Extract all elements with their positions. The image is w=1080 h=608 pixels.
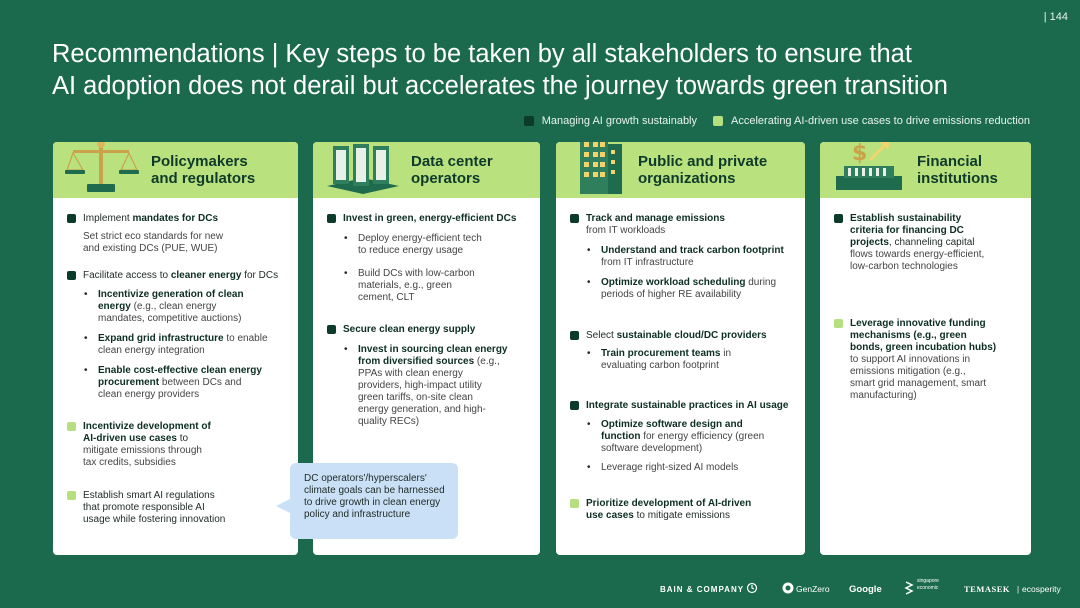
page-number: | 144 [1043, 11, 1068, 23]
list-item: Track and manage emissions from IT workloads • Understand and track carbon footprint from IT infrastructure • Optimize workload scheduling during periods of higher RE availability [570, 213, 795, 301]
bullet: • Optimize software design and function for energy efficiency (green software development) [586, 419, 795, 455]
card-header [53, 142, 298, 198]
card-title-line-1: Financial [917, 153, 983, 170]
card-title-line-1: Public and private [638, 153, 768, 170]
list-item: Integrate sustainable practices in AI usage • Optimize software design and function for energy efficiency (green software development) • Leverage right-sized AI models [570, 400, 795, 474]
legend-accelerating [713, 115, 1030, 127]
scales-icon [63, 142, 143, 196]
light-marker [570, 499, 579, 508]
title-line-2: AI adoption does not derail but accelerates the journey towards green transition [52, 72, 948, 100]
list-item: Facilitate access to cleaner energy for DCs • Incentivize generation of clean energy (e.g., clean energy mandates, competitive auctions) • Expand grid infrastructure to enable clean energy integration • Enable cost-effective clean energy procurement between DCs and clean energy providers [67, 270, 288, 401]
card-body [53, 198, 298, 555]
legend-accelerating-label: Accelerating AI-driven use cases to drive emissions reduction [731, 115, 1030, 127]
bullet: • Deploy energy-efficient tech to reduce energy usage [343, 233, 530, 257]
item-detail: and existing DCs (PUE, WUE) [83, 243, 218, 254]
bullet: • Enable cost-effective clean energy procurement between DCs and clean energy providers [83, 365, 288, 401]
card-body [556, 198, 805, 555]
server-rack-icon [323, 142, 403, 196]
dark-marker [570, 214, 579, 223]
card-policymakers [53, 142, 298, 555]
card-body [820, 198, 1031, 555]
svg-text:$: $ [852, 141, 868, 166]
dark-marker [834, 214, 843, 223]
dark-marker [67, 271, 76, 280]
card-title [151, 153, 255, 187]
legend [524, 115, 1030, 127]
card-title [917, 153, 998, 187]
bullet: • Understand and track carbon footprint from IT infrastructure [586, 245, 795, 269]
dark-marker [570, 331, 579, 340]
google-logo: Google [849, 583, 882, 595]
card-header [556, 142, 805, 198]
dark-marker [327, 325, 336, 334]
card-title-line-2: organizations [638, 170, 736, 187]
bullet: • Train procurement teams in evaluating carbon footprint [586, 348, 795, 372]
page-title [52, 38, 1052, 102]
card-organizations [556, 142, 805, 555]
legend-light-swatch [713, 116, 723, 126]
card-title-line-2: and regulators [151, 170, 256, 187]
spc-mark-icon [904, 581, 914, 595]
legend-managing-label: Managing AI growth sustainably [541, 115, 698, 127]
legend-managing [524, 115, 697, 127]
card-title-line-2: operators [411, 170, 481, 187]
callout-box [290, 463, 458, 539]
light-marker [67, 422, 76, 431]
genzero-logo: GenZero [796, 584, 830, 594]
dollar-growth-icon [830, 142, 910, 196]
list-item: Leverage innovative funding mechanisms (e.g., green bonds, green incubation hubs) to support AI innovations in emissions mitigation (e.g., smart grid management, smart manufacturing) [834, 318, 1021, 402]
card-header [313, 142, 540, 198]
dark-marker [67, 214, 76, 223]
list-item: Secure clean energy supply • Invest in sourcing clean energy from diversified sources (e.g., PPAs with clean energy providers, high-impact utility green tariffs, on-site clean energy generation, and high- quality RECs) [327, 324, 530, 428]
bullet: • Build DCs with low-carbon materials, e.g., green cement, CLT [343, 268, 530, 304]
card-title [638, 153, 767, 187]
item-detail: Set strict eco standards for new [83, 231, 224, 242]
bullet: • Incentivize generation of clean energy (e.g., clean energy mandates, competitive auctions) [83, 289, 288, 325]
list-item: Establish sustainability criteria for financing DC projects, channeling capital flows towards energy-efficient, low-carbon technologies [834, 213, 1021, 273]
card-title-line-2: institutions [917, 170, 998, 187]
light-marker [67, 491, 76, 500]
dark-marker [327, 214, 336, 223]
ecosperity-logo: ecosperity [1022, 584, 1061, 594]
light-marker [834, 319, 843, 328]
card-title-line-1: Policymakers [151, 153, 248, 170]
list-item: Invest in green, energy-efficient DCs • Deploy energy-efficient tech to reduce energy usage • Build DCs with low-carbon materials, e.g., green cement, CLT [327, 213, 530, 304]
divider: | [1017, 584, 1020, 594]
callout-line: policy and infrastructure [304, 509, 411, 520]
building-icon [566, 142, 646, 196]
card-title-line-1: Data center [411, 153, 493, 170]
title-line-1: Recommendations | Key steps to be taken by all stakeholders to ensure that [52, 40, 912, 68]
callout-line: climate goals can be harnessed [304, 485, 445, 496]
legend-dark-swatch [524, 116, 534, 126]
temasek-logo: TEMASEK [964, 584, 1011, 594]
footer-logos [660, 578, 1061, 597]
list-item: Select sustainable cloud/DC providers • Train procurement teams in evaluating carbon footprint [570, 330, 795, 372]
dark-marker [570, 401, 579, 410]
list-item: Prioritize development of AI-driven use cases to mitigate emissions [570, 498, 795, 522]
bain-mark-icon [746, 582, 758, 594]
callout-line: DC operators'/hyperscalers' [304, 473, 427, 484]
list-item: Incentivize development of AI-driven use cases to mitigate emissions through tax credits, subsidies [67, 421, 288, 469]
genzero-mark-icon [782, 582, 794, 594]
card-financial-institutions [820, 142, 1031, 555]
callout-line: to drive growth in clean energy [304, 497, 441, 508]
bullet: • Optimize workload scheduling during periods of higher RE availability [586, 277, 795, 301]
card-header [820, 142, 1031, 198]
bullet: • Invest in sourcing clean energy from diversified sources (e.g., PPAs with clean energy providers, high-impact utility green tariffs, on-site clean energy generation, and high- quality RECs) [343, 344, 530, 428]
list-item: Establish smart AI regulations that promote responsible AI usage while fostering innovation [67, 490, 288, 526]
bullet: • Expand grid infrastructure to enable clean energy integration [83, 333, 288, 357]
list-item: Implement mandates for DCs Set strict eco standards for new and existing DCs (PUE, WUE) [67, 213, 288, 255]
bain-logo: BAIN & COMPANY [660, 584, 745, 594]
spc-logo-line-1: singapore [917, 578, 939, 584]
bullet: • Leverage right-sized AI models [586, 462, 795, 474]
card-title [411, 153, 493, 187]
spc-logo-line-2: economic [917, 585, 939, 591]
